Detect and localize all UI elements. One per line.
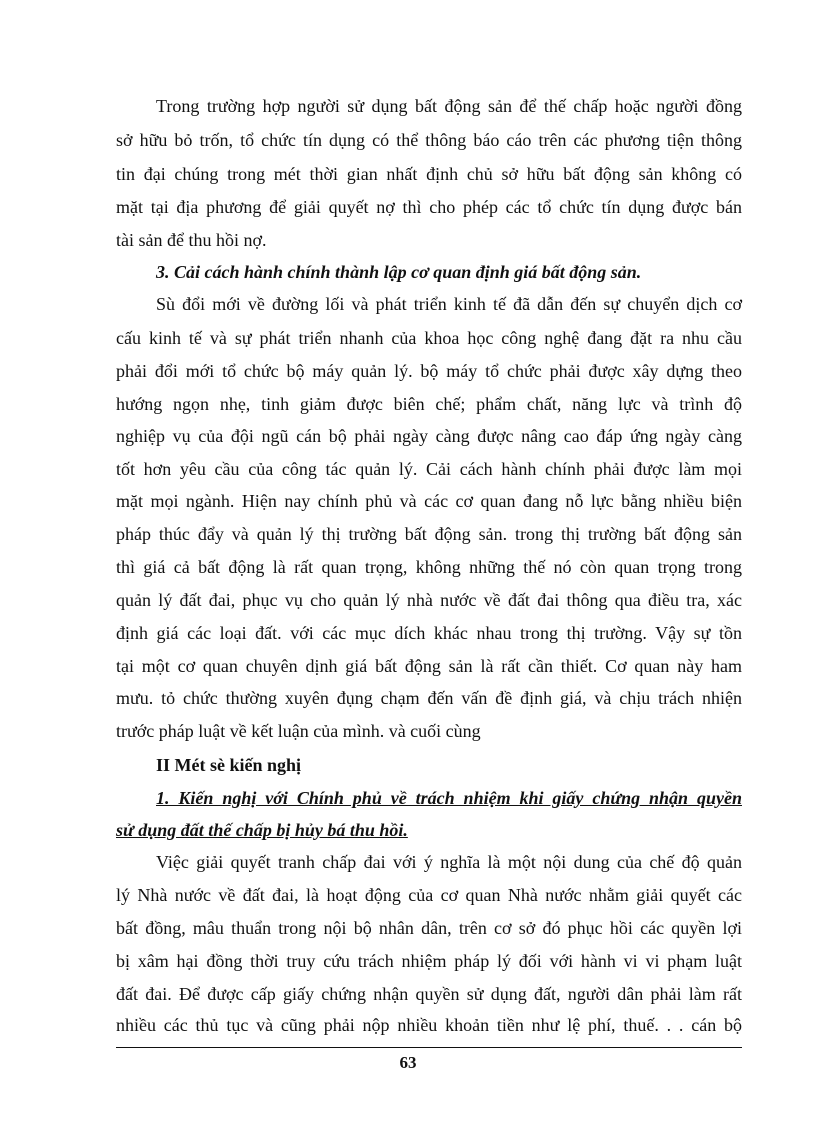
- paragraph-line: pháp thúc đẩy và quản lý thị trường bất động sản. trong thị trường bất động sản: [116, 524, 742, 544]
- paragraph-line: bất đồng, mâu thuẩn trong nội bộ nhân dân, trên cơ sở đó phục hồi các quyền lợi: [116, 918, 742, 938]
- footer-rule: [116, 1047, 742, 1048]
- paragraph-line: tin đại chúng trong mét thời gian nhất định chủ sở hữu bất động sản không có: [116, 164, 742, 184]
- paragraph-line: trước pháp luật về kết luận của mình. và cuối cùng: [116, 721, 481, 741]
- paragraph-line: đất đai. Để được cấp giấy chứng nhận quyền sử dụng đất, người dân phải làm rất: [116, 984, 742, 1004]
- paragraph-line: nghiệp vụ của đội ngũ cán bộ phải ngày càng được nâng cao đáp ứng ngày càng: [116, 426, 742, 446]
- paragraph-line: Việc giải quyết tranh chấp đai với ý nghĩa là một nội dung của chế độ quản: [156, 852, 742, 872]
- paragraph-line: lý Nhà nước về đất đai, là hoạt động của cơ quan Nhà nước nhằm giải quyết các: [116, 885, 742, 905]
- paragraph-line: định giá các loại đất. với các mục dích khác nhau trong thị trường. Vậy sự tồn: [116, 623, 742, 643]
- paragraph-line: sở hữu bỏ trốn, tổ chức tín dụng có thể thông báo cáo trên các phương tiện thông: [116, 130, 742, 150]
- page-number: 63: [399, 1053, 417, 1072]
- paragraph-line: Trong trường hợp người sử dụng bất động sản để thế chấp hoặc người đồng: [156, 96, 742, 116]
- paragraph-line: phải đổi mới tổ chức bộ máy quản lý. bộ máy tổ chức phải được xây dựng theo: [116, 361, 742, 381]
- subsection-heading: 1. Kiến nghị với Chính phủ về trách nhiệm khi giấy chứng nhận quyền: [156, 788, 742, 808]
- paragraph-line: mặt mọi ngành. Hiện nay chính phủ và các cơ quan đang nỗ lực bằng nhiều biện: [116, 491, 742, 511]
- subsection-heading: sử dụng đất thế chấp bị hủy bá thu hồi.: [116, 820, 408, 840]
- paragraph-line: tài sản để thu hồi nợ.: [116, 230, 267, 250]
- section-heading: 3. Cải cách hành chính thành lập cơ quan định giá bất động sản.: [156, 262, 642, 282]
- paragraph-line: mặt tại địa phương để giải quyết nợ thì cho phép các tổ chức tín dụng được bán: [116, 197, 742, 217]
- paragraph-line: Sù đổi mới về đường lối và phát triển kinh tế đã dẫn đến sự chuyển dịch cơ: [156, 294, 742, 314]
- paragraph-line: bị xâm hại đồng thời truy cứu trách nhiệm pháp lý đối với hành vi vi phạm luật: [116, 951, 742, 971]
- paragraph-line: quản lý đất đai, phục vụ cho quản lý nhà nước về đất đai thông qua điều tra, xác: [116, 590, 742, 610]
- paragraph-line: hướng ngọn nhẹ, tinh giảm được biên chế; phẩm chất, năng lực và trình độ: [116, 394, 742, 414]
- paragraph-line: mưu. tỏ chức thường xuyên đụng chạm đến vấn đề định giá, và chịu trách nhiện: [116, 688, 742, 708]
- paragraph-line: tại một cơ quan chuyên dịnh giá bất động sản là rất cần thiết. Cơ quan này ham: [116, 656, 742, 676]
- paragraph-line: cấu kinh tế và sự phát triển nhanh của khoa học công nghệ đang đặt ra nhu cầu: [116, 328, 742, 348]
- paragraph-line: thì giá cả bất động là rất quan trọng, không những thế nó còn quan trọng trong: [116, 557, 742, 577]
- paragraph-line: tốt hơn yêu cầu của công tác quản lý. Cải cách hành chính phải được làm mọi: [116, 459, 742, 479]
- section-heading: II Mét sè kiến nghị: [156, 755, 302, 775]
- paragraph-line: nhiều các thủ tục và cũng phải nộp nhiều khoản tiền như lệ phí, thuế. . . cán bộ: [116, 1015, 742, 1035]
